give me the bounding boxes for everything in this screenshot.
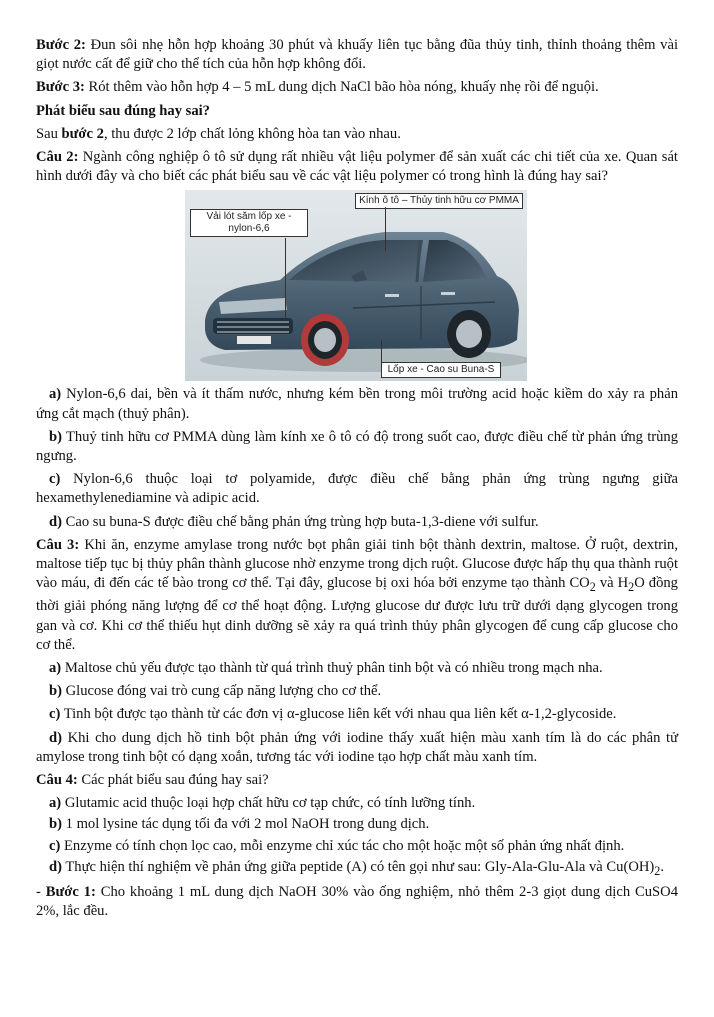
- leader-line-tire: [381, 340, 382, 366]
- step-2-text: Đun sôi nhẹ hỗn hợp khoảng 30 phút và khuấy liên tục bằng đũa thủy tinh, thỉnh thoảng thêm vài giọt nước cất để giữ cho thể tích của hỗn hợp không đổi.: [36, 37, 678, 73]
- question-2-label: Câu 2:: [36, 149, 79, 166]
- q2-option-d: [36, 513, 678, 532]
- q2-option-a: [36, 385, 678, 423]
- q4-option-d-text: Thực hiện thí nghiệm về phản ứng giữa peptide (A) có tên gọi như sau: Gly-Ala-Glu-Ala và Cu(OH): [61, 858, 655, 875]
- question-4-label: Câu 4:: [36, 771, 78, 788]
- q3-option-c-label: c): [49, 706, 61, 723]
- q4-step-1-dash: -: [36, 883, 46, 900]
- leader-line-fabric: [285, 238, 286, 318]
- q2-option-a-text: Nylon-6,6 dai, bền và ít thấm nước, nhưng kém bền trong môi trường acid hoặc kiềm do xảy ra phản ứng cắt mạch (thuỷ phân).: [36, 386, 678, 422]
- question-3-text-1: Khi ăn, enzyme amylase trong nước bọt phân giải tinh bột thành dextrin, maltose. Ở ruột, dextrin, maltose tiếp tục bị thủy phân thành glucose nhờ enzyme trong dịch ruột. Glucose được hấp thụ qua thành ruột vào máu, đi đến các tế bào trong cơ thể. Tại đây, glucose bị oxi hóa bởi enzyme tạo thành CO: [36, 536, 678, 592]
- q4-option-a-text: Glutamic acid thuộc loại hợp chất hữu cơ tạp chức, có tính lưỡng tính.: [61, 795, 476, 812]
- q4-option-c: [36, 837, 678, 856]
- q3-option-d-label: d): [49, 729, 62, 746]
- label-fabric-line-1: Vải lót săm lốp xe -: [206, 211, 292, 223]
- step-2-paragraph: [36, 36, 678, 74]
- q2-option-a-label: a): [49, 386, 62, 403]
- q3-option-d-text: Khi cho dung dịch hồ tinh bột phản ứng với iodine thấy xuất hiện màu xanh tím là do các phân tử amylose trong tinh bột có dạng xoắn, tương tác với iodine tạo hợp chất màu xanh tím.: [36, 729, 678, 765]
- q4-option-d-sub: 2: [654, 863, 661, 878]
- q4-option-d-end: .: [660, 858, 664, 875]
- q4-option-c-label: c): [49, 837, 61, 854]
- statement-pre: Sau: [36, 125, 62, 142]
- q2-option-c: [36, 470, 678, 508]
- q4-option-b: [36, 815, 678, 834]
- q4-option-d-label: d): [49, 858, 62, 875]
- q4-step-1-label: Bước 1:: [45, 883, 96, 900]
- q3-option-b-text: Glucose đóng vai trò cung cấp năng lượng cho cơ thể.: [61, 683, 382, 700]
- q4-option-b-label: b): [49, 816, 62, 833]
- car-figure: [185, 190, 527, 381]
- question-2-paragraph: [36, 148, 678, 186]
- true-false-question: Phát biểu sau đúng hay sai?: [36, 102, 210, 119]
- question-4-paragraph: [36, 771, 678, 790]
- q4-option-a-label: a): [49, 795, 62, 812]
- q3-option-b-label: b): [49, 683, 62, 700]
- q4-option-b-text: 1 mol lysine tác dụng tối đa với 2 mol NaOH trong dung dịch.: [61, 816, 430, 833]
- q2-option-c-label: c): [49, 471, 61, 488]
- q3-option-d: [36, 729, 678, 767]
- question-3-text-2: và H: [595, 575, 629, 592]
- label-fabric-line-2: nylon-6,6: [228, 223, 270, 235]
- question-4-text: Các phát biểu sau đúng hay sai?: [77, 771, 269, 788]
- q2-option-b: [36, 428, 678, 466]
- statement-bold: bước 2: [61, 125, 104, 142]
- step-2-label: Bước 2:: [36, 37, 86, 53]
- question-3-text-3: O đồng thời giải phóng năng lượng để cơ thể hoạt động. Lượng glucose dư được lưu trữ dưới dạng glycogen trong gan và cơ. Khi cơ thể thiếu hụt dinh dưỡng sẽ xảy ra quá trình thủy phân glycogen để cung cấp glucose cho cơ thể.: [36, 575, 678, 653]
- leader-line-glass: [385, 207, 386, 251]
- q4-step-1: [36, 883, 678, 921]
- question-3-paragraph: [36, 536, 678, 655]
- label-glass: Kính ô tô – Thủy tinh hữu cơ PMMA: [355, 193, 523, 209]
- question-2-text: Ngành công nghiệp ô tô sử dụng rất nhiều vật liệu polymer để sản xuất các chi tiết của xe. Quan sát hình dưới đây và cho biết các phát biểu sau về các vật liệu polymer có trong hình là đúng hay sai?: [36, 149, 678, 185]
- statement-paragraph: [36, 125, 678, 144]
- q2-option-d-text: Cao su buna-S được điều chế bằng phản ứng trùng hợp buta-1,3-diene với sulfur.: [61, 513, 539, 530]
- step-3-text: Rót thêm vào hỗn hợp 4 – 5 mL dung dịch NaCl bão hòa nóng, khuấy nhẹ rồi để nguội.: [84, 79, 599, 96]
- step-3-paragraph: [36, 78, 678, 97]
- question-3-label: Câu 3:: [36, 536, 80, 553]
- q2-option-b-text: Thuỷ tinh hữu cơ PMMA dùng làm kính xe ô tô có độ trong suốt cao, được điều chế từ phản ứng trùng ngưng.: [36, 428, 678, 465]
- q2-option-d-label: d): [49, 513, 62, 530]
- question-3-sub-2: 2: [628, 580, 635, 595]
- step-3-label: Bước 3:: [36, 79, 85, 96]
- q2-option-b-label: b): [49, 428, 62, 445]
- q3-option-c-text: Tinh bột được tạo thành từ các đơn vị α-glucose liên kết với nhau qua liên kết α-1,2-glycoside.: [60, 706, 617, 723]
- q3-option-a: [36, 659, 678, 678]
- q4-step-1-text: Cho khoảng 1 mL dung dịch NaOH 30% vào ống nghiệm, nhỏ thêm 2-3 giọt dung dịch CuSO4 2%, lắc đều.: [36, 883, 678, 920]
- q4-option-a: [36, 794, 678, 813]
- question-3-sub-1: 2: [589, 580, 596, 595]
- q4-option-c-text: Enzyme có tính chọn lọc cao, mỗi enzyme chỉ xúc tác cho một hoặc một số phản ứng nhất định.: [60, 837, 625, 854]
- q3-option-c: [36, 705, 678, 724]
- label-tire: Lốp xe - Cao su Buna-S: [381, 362, 501, 378]
- q4-option-d: [36, 858, 678, 881]
- q3-option-a-text: Maltose chủ yếu được tạo thành từ quá trình thuỷ phân tinh bột và có nhiều trong mạch nha.: [61, 659, 603, 676]
- label-fabric: [190, 209, 308, 237]
- q3-option-b: [36, 682, 678, 701]
- q3-option-a-label: a): [49, 659, 62, 676]
- statement-post: , thu được 2 lớp chất lỏng không hòa tan vào nhau.: [103, 125, 401, 142]
- q2-option-c-text: Nylon-6,6 thuộc loại tơ polyamide, được điều chế bằng phản ứng trùng ngưng giữa hexamethylenediamine và adipic acid.: [36, 471, 678, 507]
